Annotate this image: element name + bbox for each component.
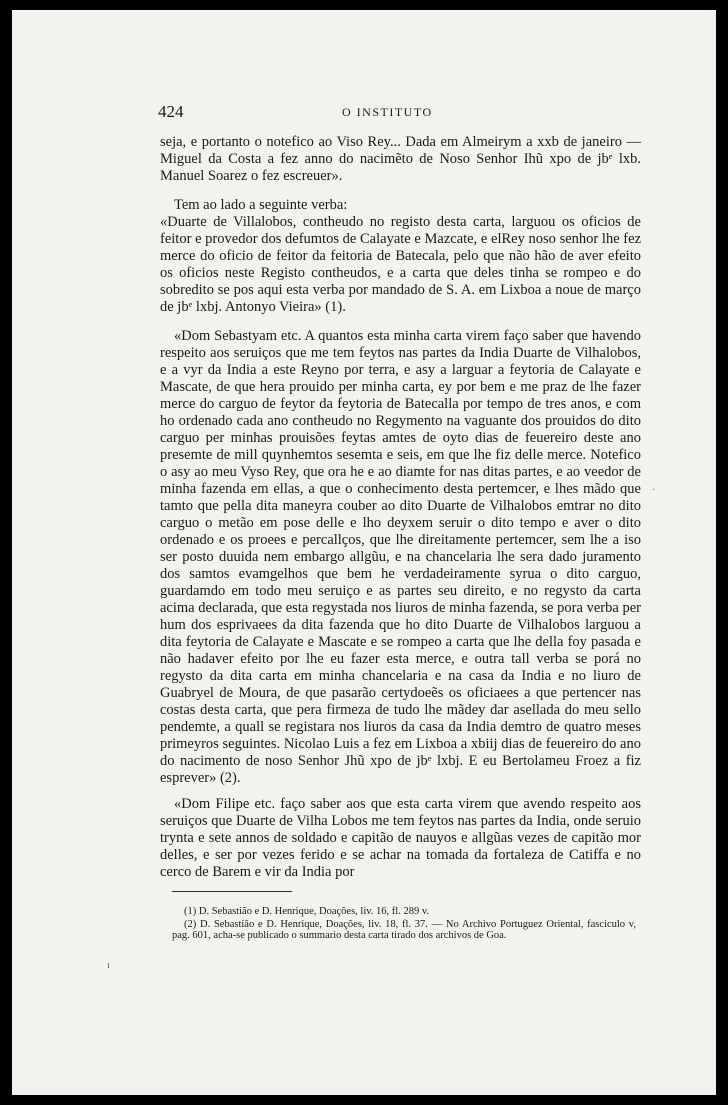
page-number: 424 (158, 102, 184, 121)
footnotes (172, 906, 636, 943)
margin-speck: · (652, 485, 656, 496)
footnote-divider (172, 891, 292, 892)
paragraph-verba-intro: Tem ao lado a seguinte verba: (174, 197, 348, 213)
paragraph-dom-filipe-letter: «Dom Filipe etc. faço saber aos que esta carta virem que avendo respeito aos seruiços que Duarte de Vilha Lobos me tem feytos nas partes da India, onde seruio trynta e sete annos de soldado e capitão de nauyos e allgũas vezes de capitão mor delles, e ser por vezes ferido e se achar na tomada da fortaleza de Catiffa e no cerco de Barem e vir da India por (160, 796, 641, 880)
paragraph-dom-sebastyam-letter: «Dom Sebastyam etc. A quantos esta minha carta virem faço saber que havendo respeito aos seruiços que me tem feytos nas partes da India Duarte de Vilhalobos, e a vyr da India a este Reyno por terra, e asy a larguar a feytoria de Calayate e Mascate, de que hera prouido per minha carta, ey por bem e me praz de lhe fazer merce do carguo de feytor da feytoria de Batecalla por tempo de tres anos, e com ho ordenado cada ano contheudo no Regymento na vaguante dos prouidos do dito carguo per minhas prouisões feytas amtes de oyto dias de feuereiro deste ano presemte de mill quynhemtos sesemta e seis, em que lhe fiz delle merce. Notefico o asy ao meu Vyso Rey, que ora he e ao diamte for nas ditas partes, e ao veedor de minha fazenda em ellas, a que o conhecimento desta pertemcer, e lhes mãdo que tamto que pella dita maneyra couber ao dito Duarte de Vilhalobos emtrar no dito carguo o metão em pose delle e lho deyxem seruir o dito tempo e aver o dito ordenado e os proees e percallços, que lhe direitamente pertemcer, sem lhe a iso ser posto duuida nem embargo allgũu, e na chancelaria lhe sera dado juramento dos samtos evamgelhos que bem he verdadeiramente syrua o dito carguo, guardamdo em todo meu seruiço e as partes seu direito, e no regysto da carta acima declarada, que esta regystada nos liuros de minha fazenda, se pora verba per hum dos esprivaees da dita fazenda que ho dito Duarte de Vilhalobos larguou a dita feytoria de Calayate e Mascate e se rompeo a carta que lhe della foy pasada e não hadaver efeito por lhe eu fazer esta merce, e outra tall verba se porá no regysto da dita carta em minha chancelaria e na casa da India e no liuro de Guabryel de Moura, de que pasarão certydoeẽs os oficiaees a que pertencer nas costas desta carta, que pera firmeza de tudo lhe mãdey dar asellada do meu sello pendemte, a quall se registara nos liuros da casa da India demtro de quatro meses primeyros seguintes. Nicolao Luis a fez em Lixboa a xbiij dias de feuereiro do ano do nacimento de noso Senhor Jhũ xpo de jbᵉ lxbj. E eu Bertolameu Froez a fiz esprever» (2). (160, 328, 641, 786)
body-text (160, 134, 641, 881)
margin-speck: ı (107, 960, 110, 971)
footnote-1: (1) D. Sebastião e D. Henrique, Doações, liv. 16, fl. 289 v. (184, 906, 430, 917)
book-page (12, 10, 716, 1095)
running-title: O INSTITUTO (342, 105, 433, 119)
page-header (12, 102, 716, 124)
paragraph-verba-text: «Duarte de Villalobos, contheudo no registo desta carta, larguou os oficios de feitor e provedor dos defumtos de Calayate e Mazcate, e elRey noso senhor lhe fez merce do oficio de feitor da feitoria de Batecala, pelo que não hão de aver efeito os oficios neste Registo contheudos, e a carta que deles tinha se rompeo e do sobredito se pos aqui esta verba por mandado de S. A. em Lixboa a noue de março de jbᵉ lxbj. Antonyo Vieira» (1). (160, 214, 641, 315)
paragraph-continuation: seja, e portanto o notefico ao Viso Rey... Dada em Almeirym a xxb de janeiro — Miguel da Costa a fez anno do nacimẽto de Noso Senhor Ihũ xpo de jbᵉ lxb. Manuel Soarez o fez escreuer». (160, 134, 641, 184)
footnote-2: (2) D. Sebastião e D. Henrique, Doações, liv. 18, fl. 37. — No Archivo Portuguez Oriental, fasciculo v, pag. 601, acha-se publicado o summario desta carta tirado dos archivos de Goa. (172, 918, 636, 941)
